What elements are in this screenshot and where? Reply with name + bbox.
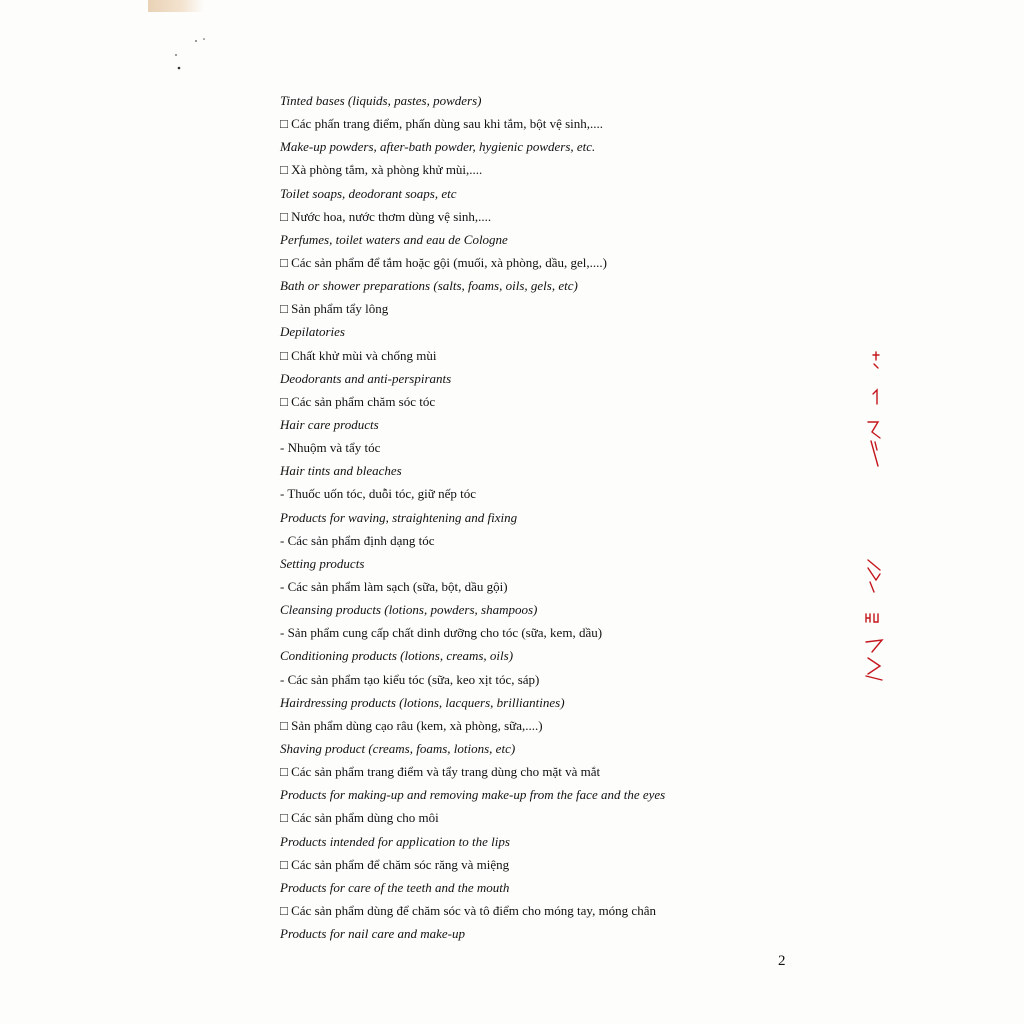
english-item-line: Make-up powders, after-bath powder, hygienic powders, etc. xyxy=(280,139,596,155)
english-item-line: Bath or shower preparations (salts, foams, oils, gels, etc) xyxy=(280,278,578,294)
vietnamese-item-line: - Nhuộm và tẩy tóc xyxy=(280,440,381,456)
english-item-line: Setting products xyxy=(280,555,365,571)
bilingual-product-list xyxy=(280,89,780,945)
vietnamese-item-line: - Sản phẩm cung cấp chất dinh dưỡng cho tóc (sữa, kem, dầu) xyxy=(280,625,603,641)
english-item-line: Depilatories xyxy=(280,324,345,340)
english-item-line: Products for waving, straightening and fixing xyxy=(280,509,518,525)
vietnamese-item-line: □ Các phấn trang điểm, phấn dùng sau khi tắm, bột vệ sinh,.... xyxy=(280,116,604,132)
english-item-line: Cleansing products (lotions, powders, shampoos) xyxy=(280,602,538,618)
vietnamese-item-line: □ Sản phẩm tẩy lông xyxy=(280,301,389,317)
page-number: 2 xyxy=(778,953,786,969)
english-item-line: Tinted bases (liquids, pastes, powders) xyxy=(280,93,482,108)
english-item-line: Shaving product (creams, foams, lotions, etc) xyxy=(280,740,516,756)
english-item-line: Products for nail care and make-up xyxy=(280,926,465,942)
vietnamese-item-line: □ Các sản phẩm trang điểm và tẩy trang dùng cho mặt và mắt xyxy=(280,764,601,780)
vietnamese-item-line: □ Xà phòng tắm, xà phòng khử mùi,.... xyxy=(280,162,483,178)
vietnamese-item-line: □ Các sản phẩm chăm sóc tóc xyxy=(280,393,436,409)
english-item-line: Deodorants and anti-perspirants xyxy=(280,370,452,386)
vietnamese-item-line: - Thuốc uốn tóc, duỗi tóc, giữ nếp tóc xyxy=(280,486,476,502)
english-item-line: Hairdressing products (lotions, lacquers, brilliantines) xyxy=(280,694,565,710)
vietnamese-item-line: □ Sản phẩm dùng cạo râu (kem, xà phòng, sữa,....) xyxy=(280,717,543,733)
english-item-line: Products for making-up and removing make-up from the face and the eyes xyxy=(280,787,666,803)
english-item-line: Toilet soaps, deodorant soaps, etc xyxy=(280,185,457,201)
vietnamese-item-line: □ Chất khử mùi và chống mùi xyxy=(280,347,437,363)
red-margin-stamp-marks xyxy=(856,346,886,686)
scan-speck-marks xyxy=(168,32,208,72)
vietnamese-item-line: - Các sản phẩm định dạng tóc xyxy=(280,532,435,548)
scan-edge-artifact xyxy=(148,0,204,12)
english-item-line: Products for care of the teeth and the mouth xyxy=(280,879,510,895)
vietnamese-item-line: - Các sản phẩm tạo kiểu tóc (sữa, keo xịt tóc, sáp) xyxy=(280,671,540,687)
english-item-line: Perfumes, toilet waters and eau de Cologne xyxy=(280,231,508,247)
vietnamese-item-line: □ Các sản phẩm để chăm sóc răng và miệng xyxy=(280,856,510,872)
english-item-line: Products intended for application to the lips xyxy=(280,833,510,849)
vietnamese-item-line: □ Nước hoa, nước thơm dùng vệ sinh,.... xyxy=(280,208,492,224)
english-item-line: Hair tints and bleaches xyxy=(280,463,402,479)
vietnamese-item-line: - Các sản phẩm làm sạch (sữa, bột, dầu gội) xyxy=(280,578,508,594)
vietnamese-item-line: □ Các sản phẩm dùng cho môi xyxy=(280,810,439,826)
vietnamese-item-line: □ Các sản phẩm dùng để chăm sóc và tô điểm cho móng tay, móng chân xyxy=(280,902,656,918)
english-item-line: Conditioning products (lotions, creams, oils) xyxy=(280,648,514,664)
english-item-line: Hair care products xyxy=(280,416,379,432)
vietnamese-item-line: □ Các sản phẩm để tắm hoặc gội (muối, xà phòng, dầu, gel,....) xyxy=(280,254,607,270)
